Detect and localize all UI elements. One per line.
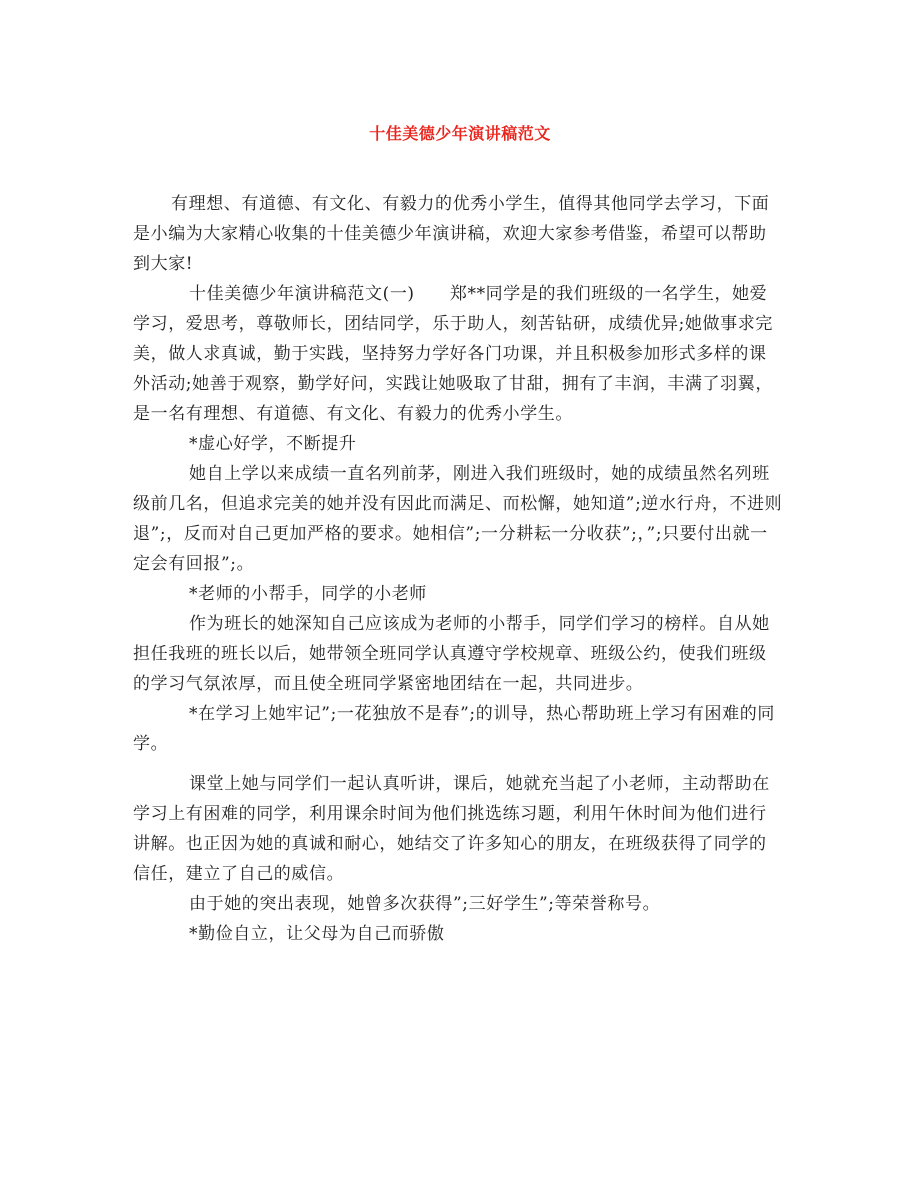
paragraph-example-one: 十佳美德少年演讲稿范文(一) 郑**同学是的我们班级的一名学生，她爱学习，爱思考，尊敬师长，团结同学，乐于助人，刻苦钻研，成绩优异;她做事求完美，做人求真诚，勤于实践，坚持努力学好各门功课，并且积极参加形式多样的课外活动;她善于观察，勤学好问，实践让她吸取了甘甜，拥有了丰润，丰满了羽翼，是一名有理想、有道德、有文化、有毅力的优秀小学生。 bbox=[133, 284, 773, 424]
heading-thrifty-independent: *勤俭自立，让父母为自己而骄傲 bbox=[189, 924, 445, 944]
paragraph-intro: 有理想、有道德、有文化、有毅力的优秀小学生，值得其他同学去学习，下面是小编为大家精心收集的十佳美德少年演讲稿，欢迎大家参考借鉴，希望可以帮助到大家! bbox=[133, 194, 770, 274]
document-title: 十佳美德少年演讲稿范文 bbox=[369, 124, 551, 143]
paragraph-little-teacher: 课堂上她与同学们一起认真听讲，课后，她就充当起了小老师，主动帮助在学习上有困难的同学，利用课余时间为他们挑选练习题，利用午休时间为他们进行讲解。也正因为她的真诚和耐心，她结交了许多知心的朋友，在班级获得了同学的信任，建立了自己的威信。 bbox=[133, 774, 770, 884]
paragraph-honors: 由于她的突出表现，她曾多次获得”;三好学生”;等荣誉称号。 bbox=[189, 894, 661, 914]
heading-humble-study: *虚心好学，不断提升 bbox=[189, 434, 357, 454]
paragraph-study-record: 她自上学以来成绩一直名列前茅，刚进入我们班级时，她的成绩虽然名列班级前几名，但追求完美的她并没有因此而满足、而松懈，她知道”;逆水行舟，不进则退”;，反而对自己更加严格的要求。她相信”;一分耕耘一分收获”;，”;只要付出就一定会有回报”;。 bbox=[133, 464, 783, 574]
document-body bbox=[133, 189, 783, 949]
paragraph-class-monitor: 作为班长的她深知自己应该成为老师的小帮手，同学们学习的榜样。自从她担任我班的班长以后，她带领全班同学认真遵守学校规章、班级公约，使我们班级的学习气氛浓厚，而且使全班同学紧密地团结在一起，共同进步。 bbox=[133, 614, 770, 694]
heading-teacher-helper: *老师的小帮手，同学的小老师 bbox=[189, 584, 427, 604]
paragraph-help-classmates: *在学习上她牢记”;一花独放不是春”;的训导，热心帮助班上学习有困难的同学。 bbox=[133, 704, 775, 754]
